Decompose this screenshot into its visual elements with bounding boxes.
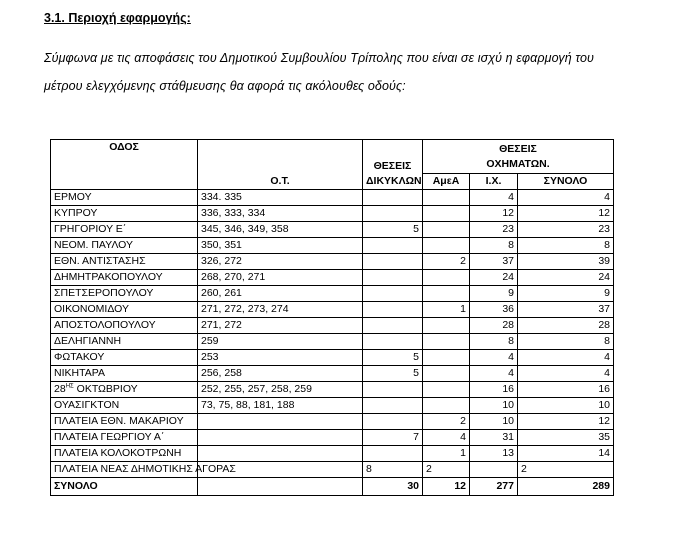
cell-blocks: 334. 335 [198,190,363,206]
cell-bikes [363,414,423,430]
cell-blocks [198,414,363,430]
header-bikes-line1: ΘΕΣΕΙΣ [373,160,412,172]
header-total: ΣΥΝΟΛΟ [518,174,614,190]
cell-private: 10 [470,414,518,430]
cell-street: ΠΛΑΤΕΙΑ ΓΕΩΡΓΙΟΥ Α΄ [51,430,198,446]
cell-bikes: 5 [363,350,423,366]
header-vehicles [423,140,614,174]
parking-streets-table [50,139,614,496]
cell-total: 4 [518,190,614,206]
cell-disabled [423,238,470,254]
header-street: ΟΔΟΣ [51,140,198,190]
cell-private: 13 [470,446,518,462]
cell-street: ΠΛΑΤΕΙΑ ΕΘΝ. ΜΑΚΑΡΙΟΥ [51,414,198,430]
table-row [51,350,614,366]
intro-paragraph [44,44,659,100]
cell-street: ΔΕΛΗΓΙΑΝΝΗ [51,334,198,350]
cell-street: ΟΙΚΟΝΟΜΙΔΟΥ [51,302,198,318]
cell-private: 9 [470,286,518,302]
table-row [51,366,614,382]
cell-bikes [363,206,423,222]
table-row [51,286,614,302]
cell-private: 4 [470,366,518,382]
cell-blocks: 345, 346, 349, 358 [198,222,363,238]
cell-street: ΝΕΟΜ. ΠΑΥΛΟΥ [51,238,198,254]
cell-bikes [363,270,423,286]
cell-total: 39 [518,254,614,270]
table-row [51,334,614,350]
totals-total: 289 [518,478,614,496]
cell-total: 28 [518,318,614,334]
header-vehicles-line2: ΟΧΗΜΑΤΩΝ. [486,157,550,170]
cell-total: 2 [518,462,614,478]
cell-disabled [423,222,470,238]
cell-disabled [423,334,470,350]
cell-bikes [363,334,423,350]
cell-disabled [423,398,470,414]
cell-private: 31 [470,430,518,446]
cell-total: 16 [518,382,614,398]
cell-private: 37 [470,254,518,270]
cell-disabled [423,270,470,286]
cell-total: 9 [518,286,614,302]
cell-total: 4 [518,366,614,382]
cell-total: 8 [518,238,614,254]
street-name-rest: ΟΚΤΩΒΡΙΟΥ [73,383,138,395]
cell-disabled [423,382,470,398]
cell-private: 8 [470,238,518,254]
intro-line: μέτρου ελεγχόμενης στάθμευσης θα αφορά τις ακόλουθες οδούς: [44,79,406,93]
cell-total: 23 [518,222,614,238]
table-row [51,270,614,286]
totals-bikes: 30 [363,478,423,496]
cell-private: 24 [470,270,518,286]
header-bikes-line2: ΔΙΚΥΚΛΩΝ [366,175,422,187]
cell-private [470,462,518,478]
cell-disabled: 2 [423,414,470,430]
totals-label: ΣΥΝΟΛΟ [51,478,198,496]
cell-total: 4 [518,350,614,366]
cell-blocks: 271, 272 [198,318,363,334]
cell-disabled [423,318,470,334]
cell-street: ΔΗΜΗΤΡΑΚΟΠΟΥΛΟΥ [51,270,198,286]
cell-disabled [423,190,470,206]
cell-disabled: 2 [423,462,470,478]
cell-blocks: 326, 272 [198,254,363,270]
cell-bikes: 5 [363,222,423,238]
cell-private: 10 [470,398,518,414]
table-row [51,254,614,270]
street-superscript: ΗΣ [65,383,74,390]
cell-bikes [363,382,423,398]
cell-street: ΓΡΗΓΟΡΙΟΥ Ε΄ [51,222,198,238]
cell-private: 16 [470,382,518,398]
table-row [51,414,614,430]
cell-blocks: 252, 255, 257, 258, 259 [198,382,363,398]
cell-private: 4 [470,190,518,206]
section-heading: 3.1. Περιοχή εφαρμογής: [44,11,191,25]
cell-street: ΟΥΑΣΙΓΚΤΟΝ [51,398,198,414]
table-row [51,398,614,414]
intro-line: Σύμφωνα με τις αποφάσεις του Δημοτικού Συμβουλίου Τρίπολης που είναι σε ισχύ η εφαρμογή του [44,51,594,65]
cell-blocks [198,430,363,446]
cell-street: ΑΠΟΣΤΟΛΟΠΟΥΛΟΥ [51,318,198,334]
cell-blocks: 271, 272, 273, 274 [198,302,363,318]
cell-bikes [363,190,423,206]
table-row [51,302,614,318]
cell-bikes: 5 [363,366,423,382]
cell-blocks: 260, 261 [198,286,363,302]
cell-total: 12 [518,206,614,222]
table-row [51,446,614,462]
cell-street [51,382,198,398]
cell-disabled: 1 [423,446,470,462]
cell-bikes [363,238,423,254]
totals-disabled: 12 [423,478,470,496]
cell-private: 23 [470,222,518,238]
header-vehicles-line1: ΘΕΣΕΙΣ [499,142,537,155]
cell-blocks: 259 [198,334,363,350]
cell-street: ΦΩΤΑΚΟΥ [51,350,198,366]
cell-blocks: 253 [198,350,363,366]
cell-private: 12 [470,206,518,222]
cell-disabled: 2 [423,254,470,270]
cell-blocks: 336, 333, 334 [198,206,363,222]
cell-bikes [363,286,423,302]
cell-disabled: 4 [423,430,470,446]
table-row [51,382,614,398]
cell-street: ΚΥΠΡΟΥ [51,206,198,222]
cell-bikes [363,318,423,334]
street-number: 28 [54,383,66,395]
cell-private: 8 [470,334,518,350]
header-private: Ι.Χ. [470,174,518,190]
cell-total: 14 [518,446,614,462]
cell-blocks: 350, 351 [198,238,363,254]
cell-blocks: 256, 258 [198,366,363,382]
cell-street: ΕΡΜΟΥ [51,190,198,206]
cell-bikes: 7 [363,430,423,446]
cell-bikes [363,446,423,462]
table-row [51,462,614,478]
totals-blocks [198,478,363,496]
table-row [51,238,614,254]
cell-total: 35 [518,430,614,446]
cell-disabled [423,286,470,302]
cell-private: 36 [470,302,518,318]
cell-private: 4 [470,350,518,366]
table-row [51,190,614,206]
cell-blocks: 268, 270, 271 [198,270,363,286]
cell-private: 28 [470,318,518,334]
cell-total: 24 [518,270,614,286]
cell-total: 10 [518,398,614,414]
table-body [51,190,614,478]
table-row [51,318,614,334]
cell-street: ΠΛΑΤΕΙΑ ΚΟΛΟΚΟΤΡΩΝΗ [51,446,198,462]
cell-bikes [363,254,423,270]
table-row [51,430,614,446]
cell-disabled [423,350,470,366]
table-row [51,222,614,238]
cell-disabled [423,366,470,382]
cell-bikes [363,398,423,414]
cell-street: ΝΙΚΗΤΑΡΑ [51,366,198,382]
cell-total: 8 [518,334,614,350]
header-disabled: ΑμεΑ [423,174,470,190]
cell-blocks: 73, 75, 88, 181, 188 [198,398,363,414]
table-row [51,206,614,222]
cell-disabled: 1 [423,302,470,318]
cell-total: 37 [518,302,614,318]
header-block: Ο.Τ. [198,140,363,190]
cell-bikes [363,302,423,318]
cell-street: ΕΘΝ. ΑΝΤΙΣΤΑΣΗΣ [51,254,198,270]
header-bikes [363,140,423,190]
cell-street: ΣΠΕΤΣΕΡΟΠΟΥΛΟΥ [51,286,198,302]
cell-disabled [423,206,470,222]
totals-private: 277 [470,478,518,496]
cell-blocks [198,446,363,462]
totals-row [51,478,614,496]
cell-bikes: 8 [363,462,423,478]
cell-total: 12 [518,414,614,430]
cell-street: ΠΛΑΤΕΙΑ ΝΕΑΣ ΔΗΜΟΤΙΚΗΣ ΑΓΟΡΑΣ [51,462,198,478]
